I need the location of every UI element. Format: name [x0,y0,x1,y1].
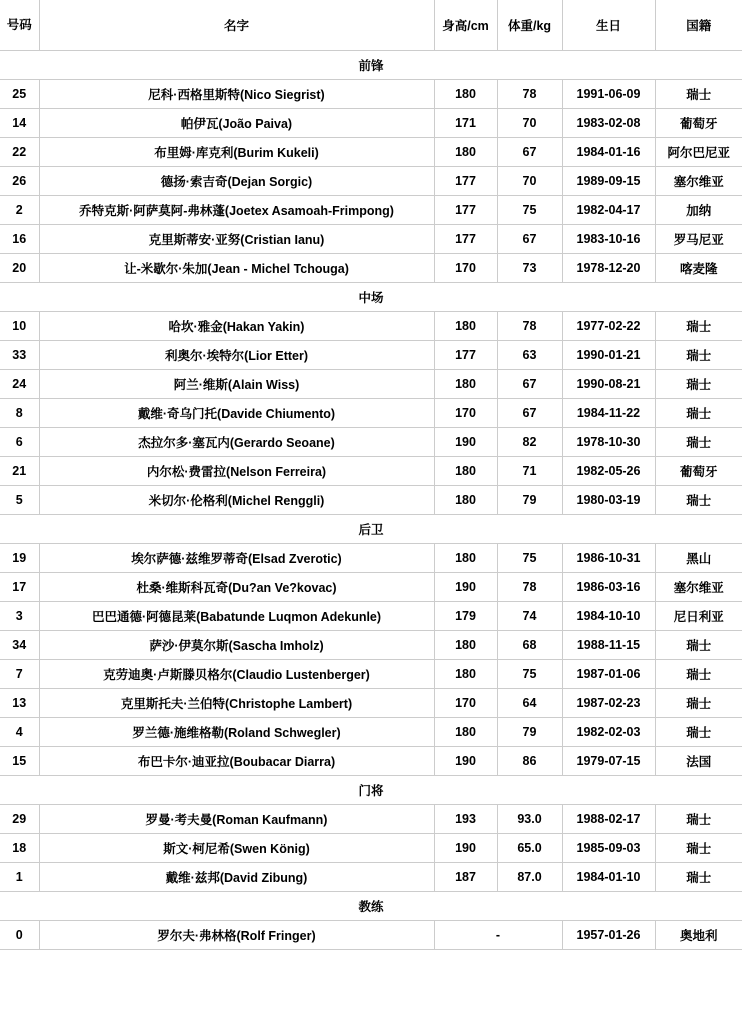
player-weight-cell: 70 [497,108,562,137]
player-weight-cell: 75 [497,543,562,572]
player-height-cell: 180 [434,485,497,514]
player-nationality-cell: 黑山 [655,543,742,572]
player-weight-cell: 79 [497,485,562,514]
player-weight-cell: 93.0 [497,804,562,833]
player-height-cell: 190 [434,572,497,601]
player-name-cell: 萨沙·伊莫尔斯(Sascha Imholz) [39,630,434,659]
roster-table-body [0,50,742,949]
player-birthday-cell: 1984-01-10 [562,862,655,891]
player-name-cell: 埃尔萨德·兹维罗蒂奇(Elsad Zverotic) [39,543,434,572]
player-name-cell: 斯文·柯尼希(Swen König) [39,833,434,862]
player-name-cell: 戴维·奇乌门托(Davide Chiumento) [39,398,434,427]
player-weight-cell: 87.0 [497,862,562,891]
player-height-cell: 179 [434,601,497,630]
player-row [0,688,742,717]
section-row [0,50,742,79]
player-nationality-cell: 瑞士 [655,717,742,746]
column-header-birthday: 生日 [562,0,655,50]
player-row [0,485,742,514]
section-title: 中场 [0,282,742,311]
player-name-cell: 布里姆·库克利(Burim Kukeli) [39,137,434,166]
player-number-cell: 2 [0,195,39,224]
player-name-cell: 罗尔夫·弗林格(Rolf Fringer) [39,920,434,949]
player-nationality-cell: 瑞士 [655,659,742,688]
player-number-cell: 8 [0,398,39,427]
player-row [0,543,742,572]
player-birthday-cell: 1977-02-22 [562,311,655,340]
player-number-cell: 3 [0,601,39,630]
player-row [0,630,742,659]
section-title: 教练 [0,891,742,920]
player-nationality-cell: 瑞士 [655,311,742,340]
player-birthday-cell: 1989-09-15 [562,166,655,195]
player-height-cell: 170 [434,688,497,717]
player-height-cell: 187 [434,862,497,891]
player-height-cell: 180 [434,456,497,485]
player-nationality-cell: 瑞士 [655,427,742,456]
player-weight-cell: 75 [497,659,562,688]
player-height-cell: 180 [434,369,497,398]
player-number-cell: 10 [0,311,39,340]
column-header-weight: 体重/kg [497,0,562,50]
player-row [0,804,742,833]
column-header-nationality: 国籍 [655,0,742,50]
player-height-cell: 190 [434,427,497,456]
player-number-cell: 19 [0,543,39,572]
player-name-cell: 克劳迪奥·卢斯滕贝格尔(Claudio Lustenberger) [39,659,434,688]
player-row [0,224,742,253]
player-row [0,920,742,949]
player-nationality-cell: 瑞士 [655,398,742,427]
player-weight-cell: 78 [497,79,562,108]
section-title: 前锋 [0,50,742,79]
player-nationality-cell: 塞尔维亚 [655,166,742,195]
player-number-cell: 7 [0,659,39,688]
player-birthday-cell: 1987-02-23 [562,688,655,717]
player-name-cell: 哈坎·雅金(Hakan Yakin) [39,311,434,340]
section-row [0,514,742,543]
player-height-cell: 170 [434,398,497,427]
player-nationality-cell: 瑞士 [655,485,742,514]
player-number-cell: 6 [0,427,39,456]
player-height-cell: 180 [434,79,497,108]
player-height-cell: 180 [434,311,497,340]
player-nationality-cell: 瑞士 [655,688,742,717]
player-height-cell: 180 [434,717,497,746]
column-header-height: 身高/cm [434,0,497,50]
player-nationality-cell: 瑞士 [655,340,742,369]
player-weight-cell: 78 [497,572,562,601]
player-number-cell: 21 [0,456,39,485]
player-row [0,427,742,456]
player-number-cell: 4 [0,717,39,746]
player-row [0,369,742,398]
player-number-cell: 24 [0,369,39,398]
player-weight-cell: 67 [497,224,562,253]
player-number-cell: 5 [0,485,39,514]
player-row [0,456,742,485]
player-row [0,311,742,340]
player-row [0,601,742,630]
player-nationality-cell: 加纳 [655,195,742,224]
player-birthday-cell: 1986-10-31 [562,543,655,572]
player-name-cell: 让-米歇尔·朱加(Jean - Michel Tchouga) [39,253,434,282]
player-name-cell: 布巴卡尔·迪亚拉(Boubacar Diarra) [39,746,434,775]
player-nationality-cell: 罗马尼亚 [655,224,742,253]
player-number-cell: 16 [0,224,39,253]
player-row [0,137,742,166]
player-height-cell: 180 [434,137,497,166]
player-name-cell: 戴维·兹邦(David Zibung) [39,862,434,891]
player-number-cell: 26 [0,166,39,195]
player-row [0,717,742,746]
player-name-cell: 米切尔·伦格利(Michel Renggli) [39,485,434,514]
player-height-cell: 193 [434,804,497,833]
player-number-cell: 25 [0,79,39,108]
player-weight-cell: 86 [497,746,562,775]
player-birthday-cell: 1990-08-21 [562,369,655,398]
player-name-cell: 克里斯蒂安·亚努(Cristian Ianu) [39,224,434,253]
player-height-cell: 190 [434,833,497,862]
player-birthday-cell: 1987-01-06 [562,659,655,688]
player-row [0,166,742,195]
player-nationality-cell: 瑞士 [655,630,742,659]
player-birthday-cell: 1982-02-03 [562,717,655,746]
player-birthday-cell: 1983-10-16 [562,224,655,253]
player-birthday-cell: 1957-01-26 [562,920,655,949]
player-name-cell: 巴巴通德·阿德昆莱(Babatunde Luqmon Adekunle) [39,601,434,630]
player-nationality-cell: 葡萄牙 [655,456,742,485]
section-row [0,282,742,311]
column-header-name: 名字 [39,0,434,50]
player-row [0,340,742,369]
section-title: 后卫 [0,514,742,543]
player-weight-cell: 68 [497,630,562,659]
player-row [0,398,742,427]
player-name-cell: 内尔松·费雷拉(Nelson Ferreira) [39,456,434,485]
player-height-cell: 171 [434,108,497,137]
player-name-cell: 乔特克斯·阿萨莫阿-弗林蓬(Joetex Asamoah-Frimpong) [39,195,434,224]
player-nationality-cell: 葡萄牙 [655,108,742,137]
player-weight-cell: 73 [497,253,562,282]
player-weight-cell: 67 [497,369,562,398]
player-row [0,79,742,108]
player-birthday-cell: 1984-10-10 [562,601,655,630]
player-number-cell: 17 [0,572,39,601]
player-weight-cell: 74 [497,601,562,630]
player-number-cell: 18 [0,833,39,862]
player-height-cell: 180 [434,630,497,659]
player-height-cell: 177 [434,340,497,369]
player-row [0,833,742,862]
player-number-cell: 34 [0,630,39,659]
player-name-cell: 尼科·西格里斯特(Nico Siegrist) [39,79,434,108]
player-row [0,862,742,891]
player-nationality-cell: 瑞士 [655,79,742,108]
player-number-cell: 1 [0,862,39,891]
player-nationality-cell: 瑞士 [655,833,742,862]
player-height-cell: 170 [434,253,497,282]
header-row [0,0,742,50]
player-nationality-cell: 尼日利亚 [655,601,742,630]
column-header-number: 号码 [0,0,39,50]
section-row [0,775,742,804]
player-row [0,195,742,224]
player-nationality-cell: 瑞士 [655,862,742,891]
player-height-cell: 190 [434,746,497,775]
player-birthday-cell: 1988-02-17 [562,804,655,833]
player-height-cell: 177 [434,195,497,224]
player-height-cell: 180 [434,659,497,688]
player-birthday-cell: 1978-12-20 [562,253,655,282]
player-row [0,253,742,282]
player-height-cell: 177 [434,166,497,195]
roster-table-header [0,0,742,50]
player-nationality-cell: 法国 [655,746,742,775]
player-name-cell: 杜桑·维斯科瓦奇(Du?an Ve?kovac) [39,572,434,601]
player-number-cell: 33 [0,340,39,369]
player-birthday-cell: 1984-11-22 [562,398,655,427]
player-row [0,659,742,688]
player-nationality-cell: 阿尔巴尼亚 [655,137,742,166]
section-title: 门将 [0,775,742,804]
player-weight-cell: 78 [497,311,562,340]
player-weight-cell: 82 [497,427,562,456]
player-name-cell: 德扬·索吉奇(Dejan Sorgic) [39,166,434,195]
player-name-cell: 罗曼·考夫曼(Roman Kaufmann) [39,804,434,833]
player-birthday-cell: 1982-04-17 [562,195,655,224]
player-row [0,108,742,137]
player-birthday-cell: 1980-03-19 [562,485,655,514]
player-number-cell: 15 [0,746,39,775]
player-name-cell: 利奥尔·埃特尔(Lior Etter) [39,340,434,369]
player-height-cell: 180 [434,543,497,572]
player-birthday-cell: 1978-10-30 [562,427,655,456]
player-name-cell: 阿兰·维斯(Alain Wiss) [39,369,434,398]
player-weight-cell: 71 [497,456,562,485]
player-name-cell: 帕伊瓦(João Paiva) [39,108,434,137]
player-number-cell: 20 [0,253,39,282]
player-birthday-cell: 1984-01-16 [562,137,655,166]
player-weight-cell: 64 [497,688,562,717]
player-row [0,746,742,775]
player-birthday-cell: 1988-11-15 [562,630,655,659]
player-weight-cell: 75 [497,195,562,224]
player-birthday-cell: 1986-03-16 [562,572,655,601]
player-nationality-cell: 瑞士 [655,369,742,398]
player-number-cell: 13 [0,688,39,717]
player-weight-cell: 67 [497,398,562,427]
player-name-cell: 杰拉尔多·塞瓦内(Gerardo Seoane) [39,427,434,456]
player-birthday-cell: 1979-07-15 [562,746,655,775]
player-weight-cell: 63 [497,340,562,369]
player-birthday-cell: 1991-06-09 [562,79,655,108]
player-height-cell: 177 [434,224,497,253]
player-nationality-cell: 喀麦隆 [655,253,742,282]
player-number-cell: 14 [0,108,39,137]
player-weight-cell: 65.0 [497,833,562,862]
player-nationality-cell: 奥地利 [655,920,742,949]
section-row [0,891,742,920]
player-row [0,572,742,601]
player-nationality-cell: 塞尔维亚 [655,572,742,601]
player-nationality-cell: 瑞士 [655,804,742,833]
player-name-cell: 罗兰德·施维格勒(Roland Schwegler) [39,717,434,746]
player-number-cell: 29 [0,804,39,833]
player-name-cell: 克里斯托夫·兰伯特(Christophe Lambert) [39,688,434,717]
player-number-cell: 22 [0,137,39,166]
player-birthday-cell: 1985-09-03 [562,833,655,862]
player-birthday-cell: 1990-01-21 [562,340,655,369]
player-birthday-cell: 1983-02-08 [562,108,655,137]
player-number-cell: 0 [0,920,39,949]
player-weight-cell: 67 [497,137,562,166]
player-weight-cell: 79 [497,717,562,746]
player-weight-cell: 70 [497,166,562,195]
player-birthday-cell: 1982-05-26 [562,456,655,485]
player-height-weight-cell: - [434,920,562,949]
